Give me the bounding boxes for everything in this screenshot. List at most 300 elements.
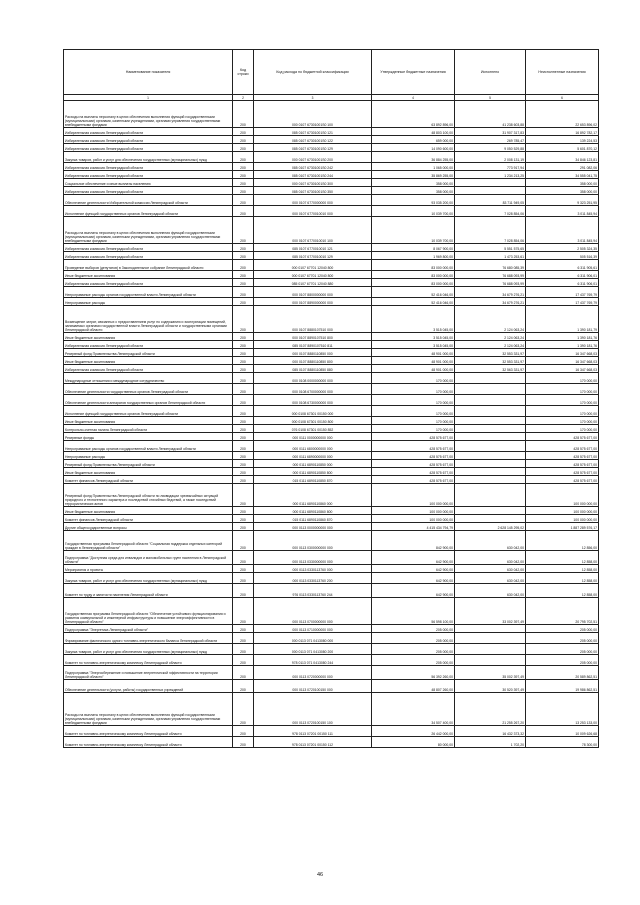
row-code: 200: [233, 625, 254, 633]
row-remaining: 205 000,00: [526, 633, 599, 644]
row-executed: [455, 633, 526, 644]
row-kbk: 085 0107 67301001S0 350: [254, 187, 372, 195]
row-name: Резервный фонд Правительства Ленинградской области по ликвидации чрезвычайных ситуаций природного и техногенного характера и последствий стихийных бедствий, а также последствий террористических актов: [64, 484, 233, 507]
row-code: 200: [233, 441, 254, 452]
row-executed: [455, 406, 526, 417]
row-code: 200: [233, 468, 254, 476]
row-remaining: 170 000,00: [526, 384, 599, 395]
row-executed: [455, 460, 526, 468]
row-executed: 630 042,00: [455, 565, 526, 573]
row-kbk: 000 0108 6700000000 000: [254, 384, 372, 395]
table-row: [64, 152, 599, 163]
table-row: [64, 187, 599, 195]
row-approved: 4 415 434 794,79: [372, 523, 455, 531]
row-remaining: 428 575 677,00: [526, 452, 599, 460]
row-name: Расходы на выплаты персоналу в целях обеспечения выполнения функций государственными (муниципальными) органами, казенными учреждениями, органами управления государственными внебюджетными фондами: [64, 217, 233, 244]
row-name: Исполнение функций государственных органов Ленинградской области: [64, 206, 233, 217]
row-kbk: 085 0107 67701 12040 880: [254, 279, 372, 287]
row-code: 200: [233, 565, 254, 573]
row-code: 200: [233, 341, 254, 349]
row-code: 200: [233, 152, 254, 163]
row-remaining: 100 000 000,00: [526, 515, 599, 523]
table-row: [64, 306, 599, 333]
header-executed: Исполнено: [455, 50, 526, 95]
table-row: [64, 441, 599, 452]
row-kbk: 000 0113 0710000000 000: [254, 625, 372, 633]
row-kbk: 000 0113 0330000000 000: [254, 551, 372, 565]
row-executed: 9 050 529,88: [455, 144, 526, 152]
row-code: 200: [233, 693, 254, 726]
table-row: [64, 244, 599, 252]
table-row: [64, 584, 599, 598]
row-code: 200: [233, 507, 254, 515]
row-remaining: 205 000,00: [526, 644, 599, 655]
row-name: Возмещение затрат, связанных с предоставлением услуг по содержанию и эксплуатации помещений, занимаемых органами государственной власти Ленинградской области и государственными органами Ленинградской области: [64, 306, 233, 333]
row-approved: 170 000,00: [372, 406, 455, 417]
row-kbk: 000 0111 6890110850 800: [254, 468, 372, 476]
row-code: 200: [233, 384, 254, 395]
row-name: Обеспечение деятельности аппаратов государственных органов Ленинградской области: [64, 395, 233, 406]
row-approved: 170 000,00: [372, 395, 455, 406]
row-remaining: 505 516,39: [526, 252, 599, 260]
row-remaining: 2 505 324,35: [526, 244, 599, 252]
row-name: Государственная программа Ленинградской области "Социальная поддержка отдельных категорий граждан в Ленинградской области": [64, 531, 233, 551]
row-name: Избирательная комиссия Ленинградской области: [64, 144, 233, 152]
row-approved: 358 000,00: [372, 179, 455, 187]
row-code: 200: [233, 171, 254, 179]
row-kbk: 000 0111 6800000000 000: [254, 441, 372, 452]
row-remaining: 6 311 906,01: [526, 271, 599, 279]
row-name: Иные бюджетные ассигнования: [64, 271, 233, 279]
row-kbk: 000 0113 071 0413080 200: [254, 644, 372, 655]
row-code: 200: [233, 531, 254, 551]
row-kbk: 976 0113 0330113760 244: [254, 584, 372, 598]
table-row: [64, 625, 599, 633]
row-name: Непрограммные расходы: [64, 298, 233, 306]
row-executed: [455, 468, 526, 476]
row-name: Закупка товаров, работ и услуг для обеспечения государственных (муниципальных) нужд: [64, 573, 233, 584]
row-kbk: 085 0107 6770010010 129: [254, 252, 372, 260]
row-code: 200: [233, 179, 254, 187]
table-row: [64, 551, 599, 565]
row-remaining: 16 347 668,03: [526, 365, 599, 373]
row-code: 200: [233, 680, 254, 693]
table-row: [64, 128, 599, 136]
row-name: Подпрограмма "Доступная среда для инвалидов и маломобильных групп населения в Ленинградской области": [64, 551, 233, 565]
page-number: 46: [316, 872, 324, 878]
row-executed: 33 002 397,49: [455, 598, 526, 625]
row-executed: 41 238 603,88: [455, 101, 526, 128]
row-approved: 642 900,00: [372, 584, 455, 598]
row-executed: 1 702,20: [455, 737, 526, 748]
table-row: [64, 179, 599, 187]
row-remaining: 358 000,00: [526, 187, 599, 195]
row-name: Подпрограмма "Энергетика Ленинградской области": [64, 625, 233, 633]
row-executed: 21 255 267,20: [455, 693, 526, 726]
table-row: [64, 279, 599, 287]
row-kbk: 076 0108 67301 00150 852: [254, 425, 372, 433]
row-remaining: 13 253 133,00: [526, 693, 599, 726]
row-code: 200: [233, 460, 254, 468]
row-remaining: 10 009 626,68: [526, 726, 599, 737]
row-executed: 2 008 131,19: [455, 152, 526, 163]
row-kbk: 000 0107 6770010010 000: [254, 206, 372, 217]
row-name: Иные бюджетные ассигнования: [64, 333, 233, 341]
table-row: [64, 298, 599, 306]
row-executed: 7 028 854,06: [455, 206, 526, 217]
table-row: [64, 365, 599, 373]
row-remaining: 12 858,00: [526, 573, 599, 584]
table-row: [64, 333, 599, 341]
row-code: 200: [233, 425, 254, 433]
row-code: 200: [233, 666, 254, 680]
row-remaining: 20 589 862,51: [526, 666, 599, 680]
row-remaining: 1 887 289 576,17: [526, 523, 599, 531]
table-row: [64, 425, 599, 433]
row-remaining: 3 011 845,94: [526, 206, 599, 217]
row-code: 200: [233, 298, 254, 306]
row-approved: 205 000,00: [372, 625, 455, 633]
table-row: [64, 260, 599, 271]
row-executed: 34 679 276,21: [455, 298, 526, 306]
row-name: Непрограммные расходы органов государственной власти Ленинградской области: [64, 287, 233, 298]
row-approved: 642 900,00: [372, 573, 455, 584]
row-code: 200: [233, 252, 254, 260]
row-code: 200: [233, 357, 254, 365]
row-name: Закупка товаров, работ и услуг для обеспечения государственных (муниципальных) нужд: [64, 644, 233, 655]
row-executed: [455, 452, 526, 460]
row-kbk: 978 0113 07201 00150 112: [254, 737, 372, 748]
row-approved: 83 000 000,00: [372, 271, 455, 279]
row-kbk: 000 0107 67701 12040 800: [254, 260, 372, 271]
row-approved: 48 803 100,00: [372, 128, 455, 136]
row-remaining: 205 000,00: [526, 655, 599, 666]
row-remaining: 170 000,00: [526, 406, 599, 417]
table-row: [64, 693, 599, 726]
row-approved: 170 000,00: [372, 373, 455, 384]
row-name: Подпрограмма "Энергосбережение и повышение энергетической эффективности на территории Ленинградской области": [64, 666, 233, 680]
row-remaining: 100 000 000,00: [526, 507, 599, 515]
row-name: Иные бюджетные ассигнования: [64, 417, 233, 425]
table-row: [64, 349, 599, 357]
row-name: Комитет финансов Ленинградской области: [64, 515, 233, 523]
row-kbk: 000 0108 0000000000 000: [254, 373, 372, 384]
row-name: Избирательная комиссия Ленинградской области: [64, 136, 233, 144]
row-approved: 56 392 260,00: [372, 666, 455, 680]
table-row: [64, 136, 599, 144]
row-name: Избирательная комиссия Ленинградской области: [64, 252, 233, 260]
row-approved: 205 000,00: [372, 655, 455, 666]
row-remaining: 20 795 702,51: [526, 598, 599, 625]
table-row: [64, 666, 599, 680]
row-approved: 35 869 255,00: [372, 171, 455, 179]
row-approved: 642 900,00: [372, 565, 455, 573]
row-name: Непрограммные расходы: [64, 452, 233, 460]
row-remaining: 170 000,00: [526, 395, 599, 406]
table-row: [64, 341, 599, 349]
table-row: [64, 644, 599, 655]
row-approved: 3 515 045,00: [372, 306, 455, 333]
row-code: 200: [233, 551, 254, 565]
table-row: [64, 384, 599, 395]
row-kbk: 085 0107 67301001S0 129: [254, 144, 372, 152]
row-name: Резервные фонды: [64, 433, 233, 441]
row-executed: [455, 373, 526, 384]
table-row: [64, 507, 599, 515]
row-approved: 8 067 900,00: [372, 244, 455, 252]
row-executed: 1 473 253,61: [455, 252, 526, 260]
table-row: [64, 433, 599, 441]
row-executed: 269 785,47: [455, 136, 526, 144]
table-row: [64, 655, 599, 666]
row-executed: [455, 655, 526, 666]
row-name: Комитет по труду и занятости населения Ленинградской области: [64, 584, 233, 598]
row-kbk: 000 0113 0330113760 200: [254, 573, 372, 584]
row-remaining: 170 000,00: [526, 373, 599, 384]
row-executed: [455, 179, 526, 187]
row-kbk: 085 0107 6770010010 121: [254, 244, 372, 252]
row-approved: 52 416 046,00: [372, 287, 455, 298]
row-approved: 842 900,00: [372, 531, 455, 551]
header-code: Код строки: [233, 50, 254, 95]
row-kbk: 000 0107 6770010010 100: [254, 217, 372, 244]
row-executed: [455, 515, 526, 523]
row-code: 200: [233, 737, 254, 748]
row-name: Резервный фонд Правительства Ленинградской области: [64, 349, 233, 357]
row-approved: 100 000 000,00: [372, 484, 455, 507]
row-approved: 83 000 000,00: [372, 260, 455, 271]
row-code: 200: [233, 523, 254, 531]
row-executed: [455, 441, 526, 452]
row-remaining: 12 858,00: [526, 584, 599, 598]
table-row: [64, 101, 599, 128]
row-approved: 83 000 000,00: [372, 279, 455, 287]
row-name: Комитет по топливно-энергетическому комплексу Ленинградской области: [64, 737, 233, 748]
table-row: [64, 287, 599, 298]
row-remaining: 12 858,00: [526, 551, 599, 565]
row-name: Иные бюджетные ассигнования: [64, 468, 233, 476]
table-row: [64, 373, 599, 384]
row-name: Иные бюджетные ассигнования: [64, 357, 233, 365]
row-code: 200: [233, 136, 254, 144]
row-executed: [455, 484, 526, 507]
row-remaining: 34 555 041,75: [526, 171, 599, 179]
row-executed: 31 907 317,83: [455, 128, 526, 136]
row-name: Обеспечение деятельности (услуги, работы) государственных учреждений: [64, 680, 233, 693]
row-kbk: 000 0113 0720100150 000: [254, 680, 372, 693]
row-remaining: 1 390 181,79: [526, 306, 599, 333]
row-kbk: 000 0107 8890000000 000: [254, 298, 372, 306]
row-name: Избирательная комиссия Ленинградской области: [64, 341, 233, 349]
row-remaining: 428 575 677,00: [526, 433, 599, 441]
row-code: 200: [233, 163, 254, 171]
row-code: 200: [233, 195, 254, 206]
table-row: [64, 737, 599, 748]
row-name: Государственная программа Ленинградской области "Обеспечение устойчивого функционирования и развития коммунальной и инженерной инфраструктуры и повышение энергоэффективности в Ленинградской области": [64, 598, 233, 625]
row-approved: 26 442 000,00: [372, 726, 455, 737]
row-kbk: 000 0111 6890110860 000: [254, 484, 372, 507]
table-row: [64, 476, 599, 484]
row-executed: 2 124 063,24: [455, 333, 526, 341]
column-number: 6: [526, 95, 599, 101]
row-name: Комитет по топливно-энергетическому комплексу Ленинградской области: [64, 655, 233, 666]
row-name: Комитет по топливно-энергетическому комплексу Ленинградской области: [64, 726, 233, 737]
row-name: Закупка товаров, работ и услуг для обеспечения государственных (муниципальных) нужд: [64, 152, 233, 163]
row-name: Социальное обеспечение и иные выплаты населению: [64, 179, 233, 187]
row-kbk: 000 0107 8890107510 800: [254, 333, 372, 341]
row-code: 200: [233, 287, 254, 298]
row-name: Проведение выборов (депутатов) в Законодательное собрание Ленинградской области: [64, 260, 233, 271]
row-code: 200: [233, 406, 254, 417]
row-kbk: 000 0108 6730000000 000: [254, 395, 372, 406]
row-kbk: 978 0113 07201 00150 111: [254, 726, 372, 737]
row-code: 200: [233, 101, 254, 128]
row-approved: 93 035 200,00: [372, 195, 455, 206]
table-row: [64, 163, 599, 171]
row-kbk: 085 0107 8890107510 811: [254, 341, 372, 349]
table-row: [64, 395, 599, 406]
column-number: 3: [254, 95, 372, 101]
row-remaining: 428 575 677,00: [526, 476, 599, 484]
row-executed: 630 042,00: [455, 551, 526, 565]
row-executed: 30 520 397,49: [455, 680, 526, 693]
row-name: Резервный фонд Правительства Ленинградской области: [64, 460, 233, 468]
row-approved: 48 901 000,00: [372, 349, 455, 357]
row-approved: 80 000,00: [372, 737, 455, 748]
row-remaining: 428 575 677,00: [526, 441, 599, 452]
table-row: [64, 144, 599, 152]
row-code: 200: [233, 279, 254, 287]
row-remaining: 205 000,00: [526, 625, 599, 633]
row-kbk: 000 0107 8800000000 000: [254, 287, 372, 298]
row-executed: [455, 476, 526, 484]
table-row: [64, 633, 599, 644]
row-code: 200: [233, 726, 254, 737]
row-kbk: 085 0107 67301001S0 122: [254, 136, 372, 144]
row-code: 200: [233, 598, 254, 625]
row-kbk: 085 0107 67301001S0 244: [254, 171, 372, 179]
row-executed: [455, 384, 526, 395]
row-approved: 428 575 677,00: [372, 460, 455, 468]
row-executed: 2 628 145 295,02: [455, 523, 526, 531]
row-approved: 14 090 600,00: [372, 144, 455, 152]
row-approved: 170 000,00: [372, 417, 455, 425]
row-name: Избирательная комиссия Ленинградской области: [64, 244, 233, 252]
row-kbk: 000 0113 0700000000 000: [254, 598, 372, 625]
row-remaining: 6 311 905,61: [526, 260, 599, 271]
row-approved: 100 000 000,00: [372, 515, 455, 523]
row-code: 200: [233, 633, 254, 644]
table-row: [64, 523, 599, 531]
row-kbk: 000 0107 8880110850 800: [254, 357, 372, 365]
row-kbk: 000 0107 67701 12040 800: [254, 271, 372, 279]
row-kbk: 000 0113 0720100150 100: [254, 693, 372, 726]
row-name: Международные отношения и международное сотрудничество: [64, 373, 233, 384]
row-executed: [455, 644, 526, 655]
row-name: Расходы на выплаты персоналу в целях обеспечения выполнения функций государственными (муниципальными) органами, казенными учреждениями, органами управления государственными внебюджетными фондами: [64, 101, 233, 128]
row-executed: 630 042,00: [455, 573, 526, 584]
row-name: Непрограммные расходы органов государственной власти Ленинградской области: [64, 441, 233, 452]
row-executed: [455, 433, 526, 441]
row-remaining: 12 856,00: [526, 531, 599, 551]
row-code: 200: [233, 206, 254, 217]
row-code: 200: [233, 365, 254, 373]
row-name: Избирательная комиссия Ленинградской области: [64, 187, 233, 195]
row-approved: 48 807 260,00: [372, 680, 455, 693]
row-kbk: 000 0111 0000000000 000: [254, 433, 372, 441]
row-approved: 48 901 000,00: [372, 365, 455, 373]
row-name: Избирательная комиссия Ленинградской области: [64, 128, 233, 136]
row-name: Расходы на выплаты персоналу в целях обеспечения выполнения функций государственными (муниципальными) органами, казенными учреждениями, органами управления государственными внебюджетными фондами: [64, 693, 233, 726]
row-executed: [455, 417, 526, 425]
row-approved: 205 000,00: [372, 644, 455, 655]
row-kbk: 015 0111 6890110860 870: [254, 515, 372, 523]
row-executed: 76 680 085,39: [455, 260, 526, 271]
table-row: [64, 252, 599, 260]
row-code: 200: [233, 306, 254, 333]
table-row: [64, 598, 599, 625]
row-kbk: 000 0113 0000000000 000: [254, 523, 372, 531]
table-row: [64, 726, 599, 737]
row-kbk: 085 0107 67301001S0 121: [254, 128, 372, 136]
table-row: [64, 417, 599, 425]
row-executed: 16 432 373,32: [455, 726, 526, 737]
row-executed: 630 042,00: [455, 584, 526, 598]
row-name: Избирательная комиссия Ленинградской области: [64, 365, 233, 373]
row-kbk: 085 0107 67301001S0 242: [254, 163, 372, 171]
row-remaining: 16 892 782,17: [526, 128, 599, 136]
row-remaining: 17 437 769,79: [526, 287, 599, 298]
row-approved: 358 000,00: [372, 187, 455, 195]
row-executed: 1 234 213,25: [455, 171, 526, 179]
row-approved: 428 575 677,00: [372, 468, 455, 476]
row-approved: 34 507 400,00: [372, 693, 455, 726]
row-approved: 428 575 677,00: [372, 433, 455, 441]
table-row: [64, 357, 599, 365]
row-code: 200: [233, 417, 254, 425]
row-approved: 205 000,00: [372, 633, 455, 644]
row-remaining: 16 347 668,03: [526, 357, 599, 365]
row-name: Контрольно-счетная палата Ленинградской области: [64, 425, 233, 433]
table-row: [64, 484, 599, 507]
row-name: Мероприятия и проекты: [64, 565, 233, 573]
row-code: 200: [233, 217, 254, 244]
row-executed: 2 124 063,24: [455, 306, 526, 333]
row-code: 200: [233, 452, 254, 460]
row-approved: 10 039 700,00: [372, 217, 455, 244]
row-remaining: 78 300,00: [526, 737, 599, 748]
row-kbk: 000 0111 6890110850 000: [254, 460, 372, 468]
row-executed: 773 917,94: [455, 163, 526, 171]
row-remaining: 170 000,00: [526, 417, 599, 425]
row-code: 200: [233, 271, 254, 279]
row-name: Исполнение функций государственных органов Ленинградской области: [64, 406, 233, 417]
row-code: 200: [233, 584, 254, 598]
row-remaining: 428 575 677,00: [526, 468, 599, 476]
row-approved: 3 515 045,00: [372, 333, 455, 341]
table-row: [64, 460, 599, 468]
row-executed: 76 688 093,99: [455, 271, 526, 279]
row-name: Обеспечение деятельности государственных органов Ленинградской области: [64, 384, 233, 395]
row-code: 200: [233, 333, 254, 341]
row-executed: 32 553 331,97: [455, 349, 526, 357]
row-approved: 36 884 255,00: [372, 152, 455, 163]
row-approved: 428 575 677,00: [372, 452, 455, 460]
table-row: [64, 680, 599, 693]
row-executed: 35 002 397,49: [455, 666, 526, 680]
row-approved: 428 575 677,00: [372, 476, 455, 484]
table-row: [64, 515, 599, 523]
